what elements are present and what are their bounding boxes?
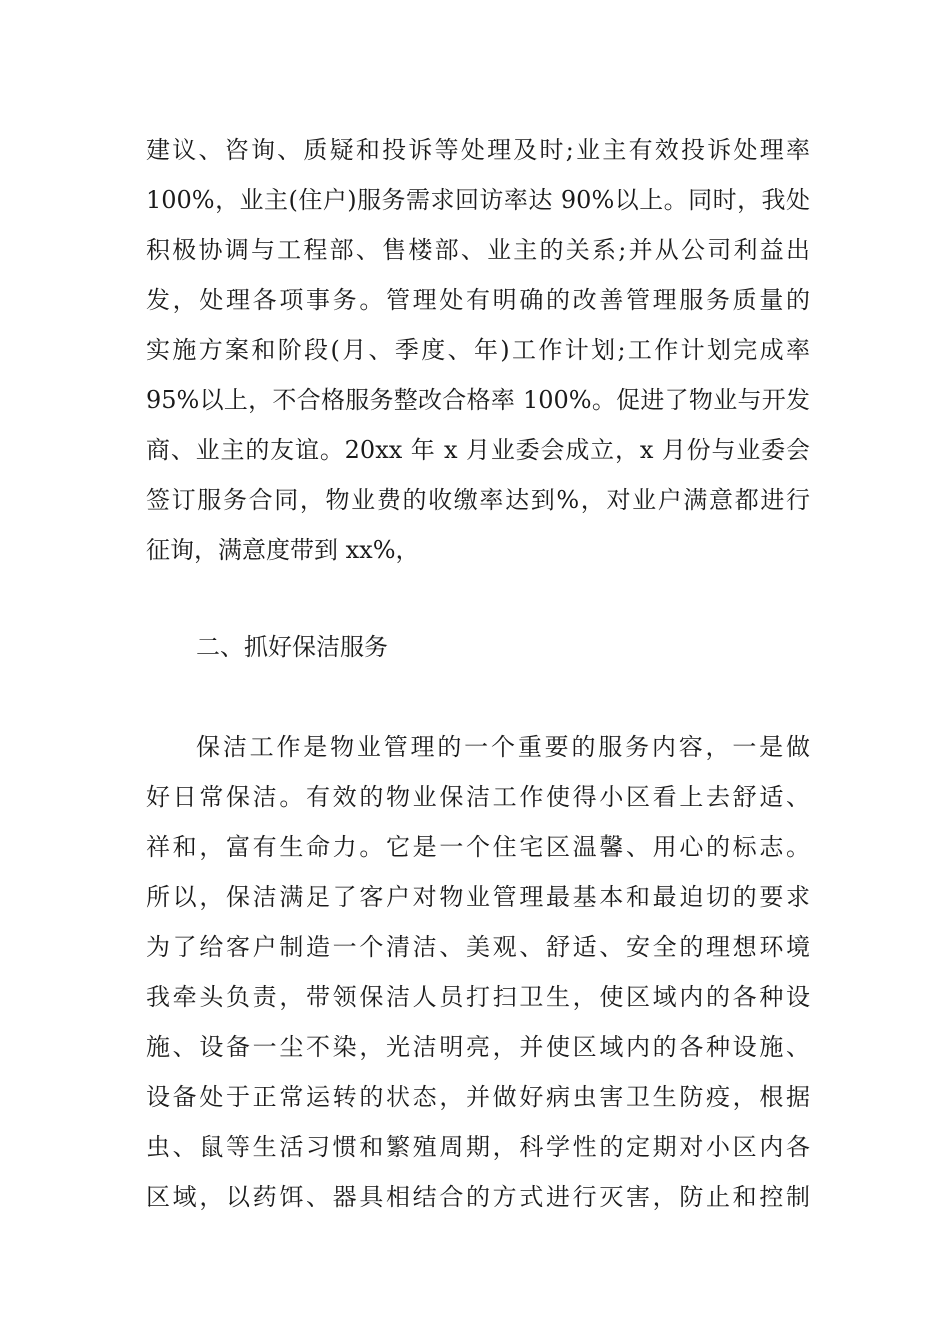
paragraph-2-line-1: 保洁工作是物业管理的一个重要的服务内容，一是做 [196, 733, 810, 761]
paragraph-1-line-4: 发，处理各项事务。管理处有明确的改善管理服务质量的 [146, 286, 810, 314]
paragraph-2-line-3: 祥和，富有生命力。它是一个住宅区温馨、用心的标志。 [146, 833, 810, 861]
paragraph-1-line-1: 建议、咨询、质疑和投诉等处理及时;业主有效投诉处理率 [146, 136, 810, 164]
paragraph-1-line-8: 签订服务合同，物业费的收缴率达到%，对业户满意都进行 [146, 486, 810, 514]
paragraph-2-line-2: 好日常保洁。有效的物业保洁工作使得小区看上去舒适、 [146, 783, 810, 811]
paragraph-1-line-3: 积极协调与工程部、售楼部、业主的关系;并从公司利益出 [146, 236, 810, 264]
paragraph-2-line-4: 所以，保洁满足了客户对物业管理最基本和最迫切的要求 [146, 883, 810, 911]
paragraph-1-line-5: 实施方案和阶段(月、季度、年)工作计划;工作计划完成率 [146, 336, 810, 364]
paragraph-2-line-7: 施、设备一尘不染，光洁明亮，并使区域内的各种设施、 [146, 1033, 810, 1061]
paragraph-1-line-2: 100%，业主(住户)服务需求回访率达 90%以上。同时，我处 [146, 186, 810, 214]
paragraph-1-line-9: 征询，满意度带到 xx%， [146, 536, 420, 564]
paragraph-1-line-6: 95%以上，不合格服务整改合格率 100%。促进了物业与开发 [146, 386, 810, 414]
paragraph-2-line-5: 为了给客户制造一个清洁、美观、舒适、安全的理想环境 [146, 933, 810, 961]
paragraph-2-line-10: 区域，以药饵、器具相结合的方式进行灭害，防止和控制 [146, 1183, 810, 1211]
paragraph-2-line-6: 我牵头负责，带领保洁人员打扫卫生，使区域内的各种设 [146, 983, 810, 1011]
section-heading: 二、抓好保洁服务 [196, 633, 388, 661]
paragraph-2-line-9: 虫、鼠等生活习惯和繁殖周期，科学性的定期对小区内各 [146, 1133, 810, 1161]
paragraph-1-line-7: 商、业主的友谊。20xx 年 x 月业委会成立，x 月份与业委会 [146, 436, 810, 464]
paragraph-2-line-8: 设备处于正常运转的状态，并做好病虫害卫生防疫，根据 [146, 1083, 810, 1111]
